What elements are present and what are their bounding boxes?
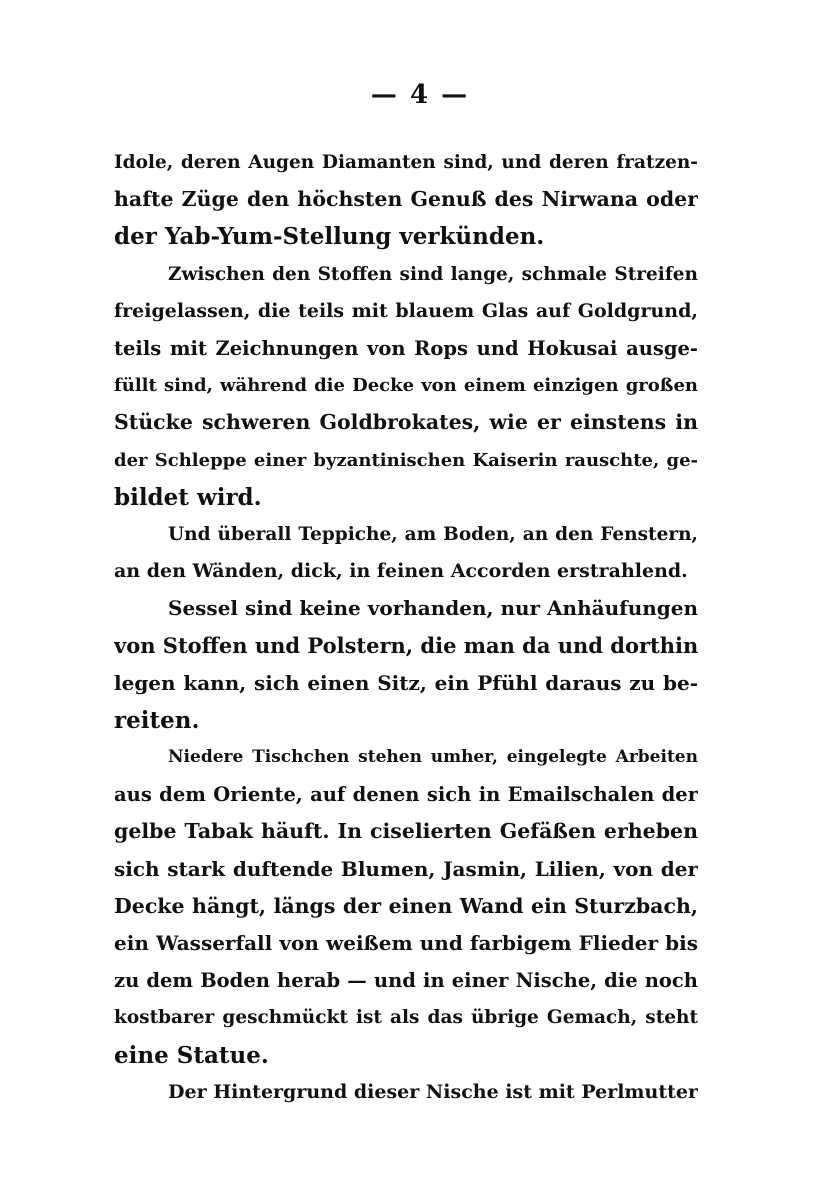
text-line: bildet wird. — [114, 483, 262, 511]
text-line: Niedere Tischchen stehen umher, eingelegte Arbeiten — [168, 747, 698, 767]
text-line: Decke hängt, längs der einen Wand ein Sturzbach, — [114, 893, 698, 918]
text-line: aus dem Oriente, auf denen sich in Emailschalen der — [114, 783, 698, 807]
text-line: freigelassen, die teils mit blauem Glas auf Goldgrund, — [114, 299, 698, 322]
page-number: — 4 — — [370, 80, 470, 110]
text-line: der Schleppe einer byzantinischen Kaiserin rauschte, ge- — [114, 449, 698, 471]
text-line: kostbarer geschmückt ist als das übrige Gemach, steht — [114, 1007, 698, 1029]
text-line: Zwischen den Stoffen sind lange, schmale Streifen — [168, 263, 698, 285]
text-line: legen kann, sich einen Sitz, ein Pfühl daraus zu be- — [114, 670, 698, 695]
text-line: der Yab-Yum-Stellung verkünden. — [114, 223, 545, 251]
text-line: Sessel sind keine vorhanden, nur Anhäufungen — [168, 596, 698, 621]
text-line: ein Wasserfall von weißem und farbigem Flieder bis — [114, 930, 698, 955]
text-line: teils mit Zeichnungen von Rops und Hokusai ausge- — [114, 336, 698, 360]
text-line: von Stoffen und Polstern, die man da und dorthin — [114, 633, 698, 659]
text-line: Stücke schweren Goldbrokates, wie er einstens in — [114, 410, 698, 435]
text-line: zu dem Boden herab — und in einer Nische, die noch — [114, 969, 698, 993]
text-line: eine Statue. — [114, 1041, 269, 1069]
body-text — [114, 144, 698, 1111]
text-line: hafte Züge den höchsten Genuß des Nirwana oder — [114, 187, 698, 212]
text-line: Der Hintergrund dieser Nische ist mit Perlmutter — [168, 1080, 698, 1103]
text-line: füllt sind, während die Decke von einem einzigen großen — [114, 375, 698, 397]
text-line: Idole, deren Augen Diamanten sind, und deren fratzen- — [114, 152, 698, 173]
text-line: an den Wänden, dick, in feinen Accorden erstrahlend. — [114, 560, 688, 583]
text-line: gelbe Tabak häuft. In ciselierten Gefäßen erheben — [114, 819, 698, 844]
text-line: sich stark duftende Blumen, Jasmin, Lilien, von der — [114, 856, 698, 881]
text-line: reiten. — [114, 706, 200, 734]
text-line: Und überall Teppiche, am Boden, an den Fenstern, — [168, 523, 698, 545]
